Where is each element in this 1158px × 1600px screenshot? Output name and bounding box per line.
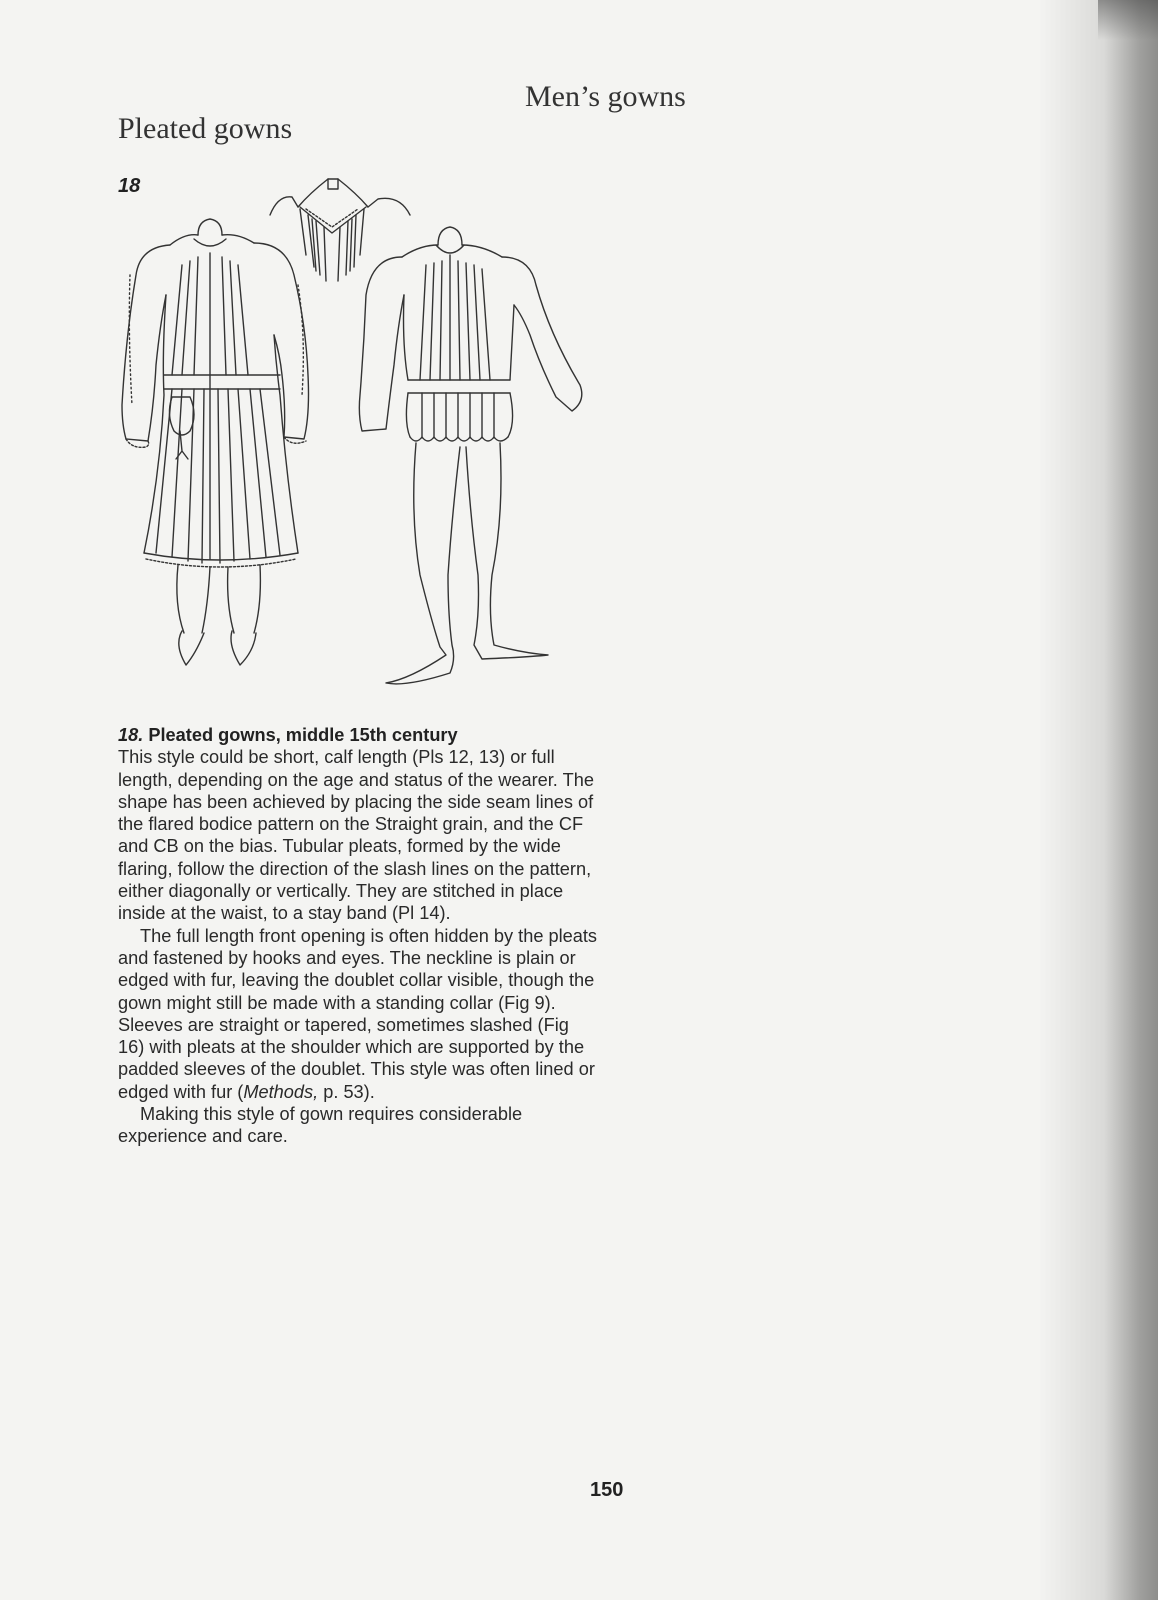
caption-block — [118, 724, 598, 1148]
caption-title-text: Pleated gowns, middle 15th century — [148, 725, 458, 745]
short-pleated-gown — [359, 227, 581, 684]
caption-title — [118, 724, 598, 746]
paragraph-2-end: p. 53). — [318, 1081, 375, 1102]
running-head: Men’s gowns — [525, 80, 686, 113]
pleated-gowns-illustration — [110, 175, 630, 715]
caption-paragraph-2 — [118, 925, 598, 1103]
paragraph-2-text: The full length front opening is often hidden by the pleats and fastened by hooks and eyes. The neckline is plain or edged with fur, leaving the doublet collar visible, though the gown might still be made with a standing collar (Fig 9). Sleeves are straight or tapered, sometimes slashed (Fig 16) with pleats at the shoulder which are supported by the padded sleeves of the doublet. This style was often lined or edged with fur ( — [118, 925, 598, 1102]
figure-number: 18 — [118, 175, 141, 197]
caption-paragraph-3: Making this style of gown requires considerable experience and care. — [118, 1104, 523, 1147]
long-pleated-gown — [122, 219, 309, 665]
caption-paragraph-1: This style could be short, calf length (Pls 12, 13) or full length, depending on the age and status of the wearer. The shape has been achieved by placing the side seam lines of the flared bodice pattern on the Straight grain, and the CF and CB on the bias. Tubular pleats, formed by the wide flaring, follow the direction of the slash lines on the pattern, either diagonally or vertically. They are stitched in place inside at the waist, to a stay band (Pl 14). — [118, 747, 594, 924]
methods-reference: Methods, — [243, 1081, 319, 1102]
corner-shadow — [1098, 0, 1158, 40]
page-number: 150 — [590, 1479, 624, 1501]
page-gutter-shadow — [1038, 0, 1158, 1600]
caption-number: 18. — [118, 725, 144, 745]
section-title: Pleated gowns — [118, 112, 293, 145]
